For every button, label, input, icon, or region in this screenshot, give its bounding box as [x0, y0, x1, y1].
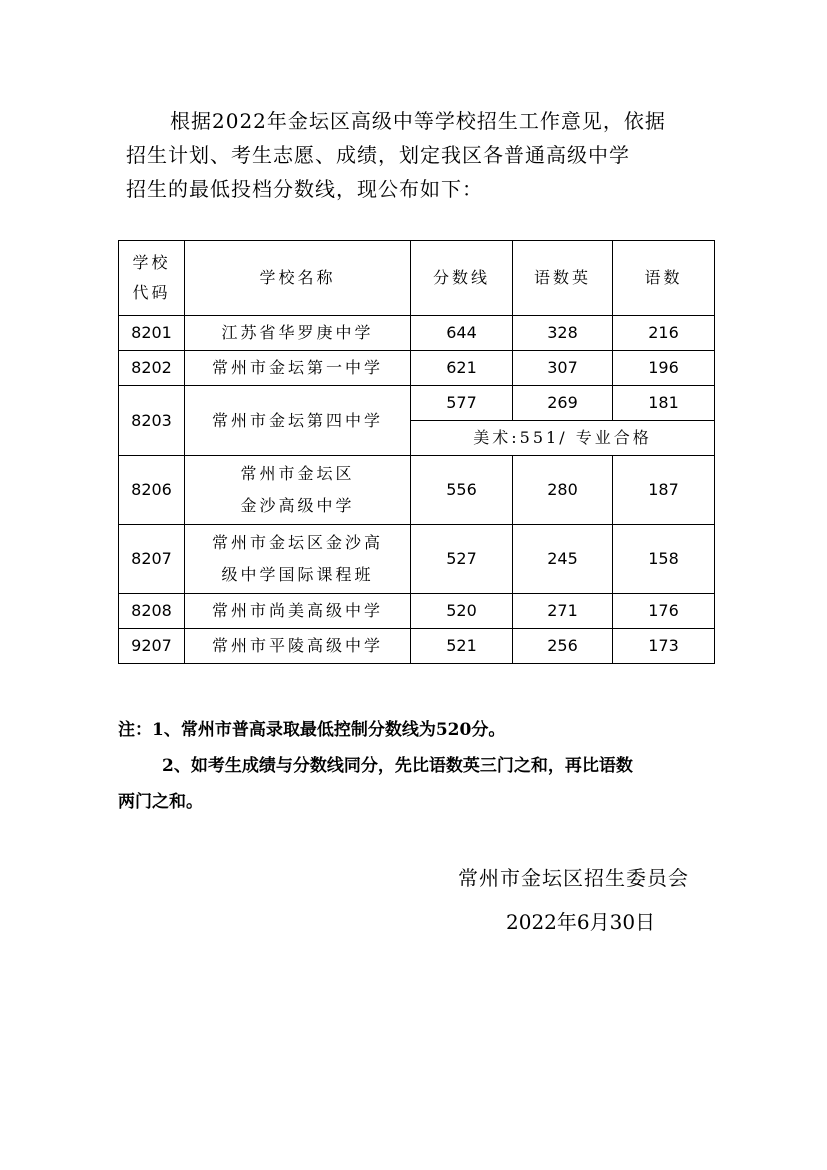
note-1: 注：1、常州市普高录取最低控制分数线为520分。: [118, 720, 506, 740]
cell-name: [185, 456, 411, 525]
cell-code: 8202: [119, 351, 185, 386]
cell-art-note: 美术:551/ 专业合格: [411, 421, 715, 456]
note-2: 2、如考生成绩与分数线同分，先比语数英三门之和，再比语数: [162, 756, 633, 776]
issuing-organization: 常州市金坛区招生委员会: [458, 866, 689, 890]
cell-code: 8203: [119, 386, 185, 456]
header-code-line-1: 学校: [132, 253, 171, 272]
score-table: [118, 240, 715, 664]
header-score: 分数线: [411, 241, 513, 316]
cell-name: 常州市平陵高级中学: [185, 629, 411, 664]
issue-date: 2022年6月30日: [506, 910, 656, 934]
cell-name: 常州市金坛第四中学: [185, 386, 411, 456]
cell-yse: 245: [513, 525, 613, 594]
intro-line-2: 招生计划、考生志愿、成绩，划定我区各普通高级中学: [126, 143, 630, 167]
table-row: [119, 456, 715, 525]
header-code-line-2: 代码: [132, 283, 171, 302]
header-school-name: 学校名称: [185, 241, 411, 316]
table-row: [119, 594, 715, 629]
cell-name-line-2: 金沙高级中学: [240, 496, 355, 515]
cell-name-line-1: 常州市金坛区: [240, 464, 355, 483]
cell-score: 556: [411, 456, 513, 525]
cell-score: 621: [411, 351, 513, 386]
table-row: [119, 386, 715, 421]
header-yse: 语数英: [513, 241, 613, 316]
cell-yse: 307: [513, 351, 613, 386]
cell-score: 520: [411, 594, 513, 629]
table-row: [119, 316, 715, 351]
cell-yse: 280: [513, 456, 613, 525]
header-ys: 语数: [613, 241, 715, 316]
cell-name: [185, 525, 411, 594]
cell-code: 8207: [119, 525, 185, 594]
cell-code: 9207: [119, 629, 185, 664]
cell-score: 577: [411, 386, 513, 421]
intro-line-3: 招生的最低投档分数线，现公布如下：: [126, 177, 483, 201]
cell-ys: 216: [613, 316, 715, 351]
notes-section: [118, 712, 728, 820]
cell-score: 644: [411, 316, 513, 351]
header-school-code: [119, 241, 185, 316]
note-2-continued: 两门之和。: [118, 792, 203, 812]
cell-name-line-1: 常州市金坛区金沙高: [211, 533, 383, 552]
cell-ys: 196: [613, 351, 715, 386]
cell-ys: 173: [613, 629, 715, 664]
table-header-row: [119, 241, 715, 316]
intro-line-1: 根据2022年金坛区高级中等学校招生工作意见，依据: [170, 109, 666, 133]
cell-name: 常州市金坛第一中学: [185, 351, 411, 386]
cell-score: 527: [411, 525, 513, 594]
cell-name: 江苏省华罗庚中学: [185, 316, 411, 351]
cell-code: 8206: [119, 456, 185, 525]
cell-yse: 328: [513, 316, 613, 351]
cell-name-line-2: 级中学国际课程班: [221, 565, 374, 584]
table-row: [119, 629, 715, 664]
cell-name: 常州市尚美高级中学: [185, 594, 411, 629]
cell-ys: 181: [613, 386, 715, 421]
cell-yse: 256: [513, 629, 613, 664]
intro-paragraph: [126, 104, 726, 206]
cell-yse: 269: [513, 386, 613, 421]
cell-ys: 187: [613, 456, 715, 525]
cell-code: 8201: [119, 316, 185, 351]
cell-yse: 271: [513, 594, 613, 629]
cell-score: 521: [411, 629, 513, 664]
cell-ys: 158: [613, 525, 715, 594]
table-row: [119, 351, 715, 386]
cell-code: 8208: [119, 594, 185, 629]
cell-ys: 176: [613, 594, 715, 629]
table-row: [119, 525, 715, 594]
